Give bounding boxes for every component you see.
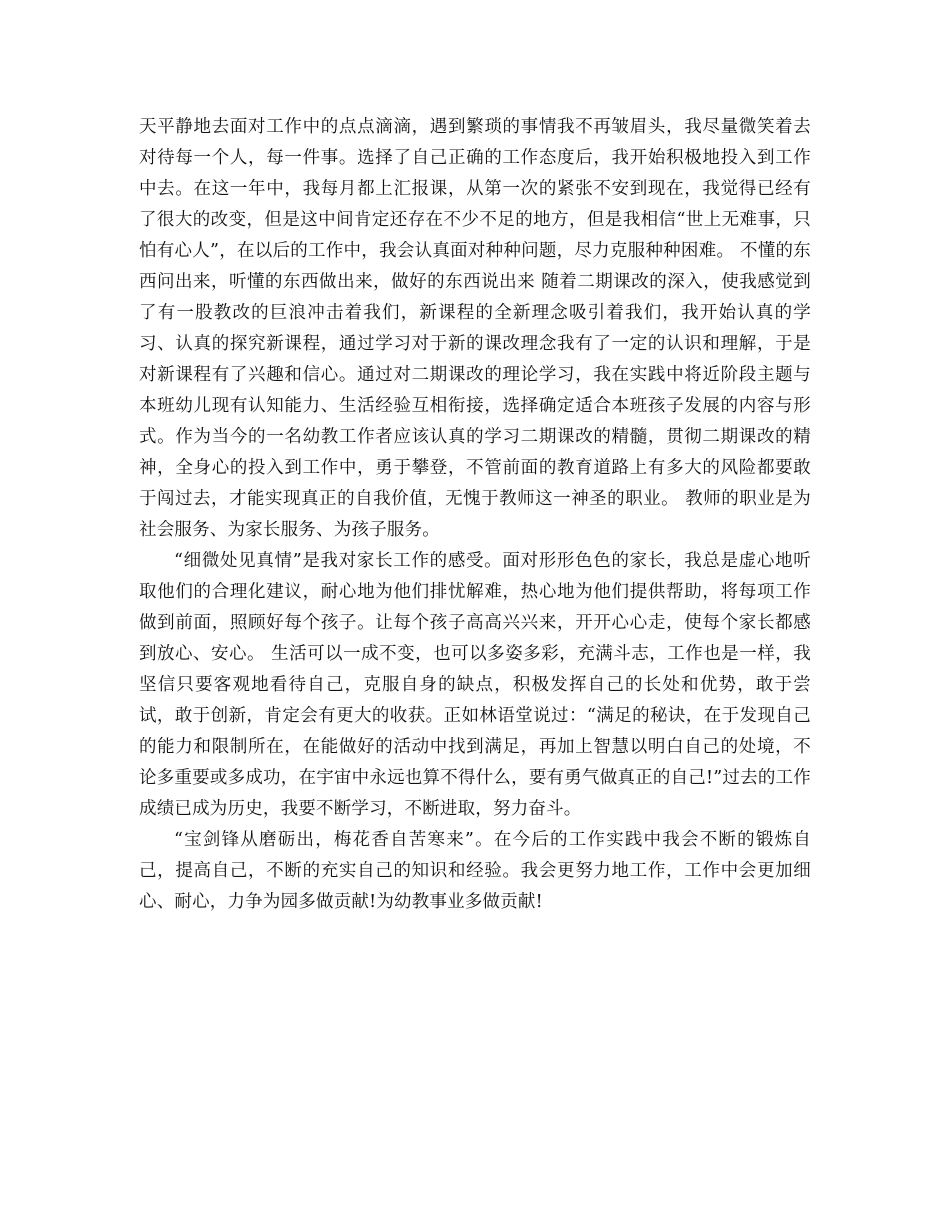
paragraph-continuation: 天平静地去面对工作中的点点滴滴，遇到繁琐的事情我不再皱眉头，我尽量微笑着去对待每一个人，每一件事。选择了自己正确的工作态度后，我开始积极地投入到工作中去。在这一年中，我每月都上汇报课，从第一次的紧张不安到现在，我觉得已经有了很大的改变，但是这中间肯定还存在不少不足的地方，但是我相信“世上无难事，只怕有心人”，在以后的工作中，我会认真面对种种问题，尽力克服种种困难。 不懂的东西问出来，听懂的东西做出来，做好的东西说出来 随着二期课改的深入，使我感觉到了有一股教改的巨浪冲击着我们，新课程的全新理念吸引着我们，我开始认真的学习、认真的探究新课程，通过学习对于新的课改理念我有了一定的认识和理解，于是对新课程有了兴趣和信心。通过对二期课改的理论学习，我在实践中将近阶段主题与本班幼儿现有认知能力、生活经验互相衔接，选择确定适合本班孩子发展的内容与形式。作为当今的一名幼教工作者应该认真的学习二期课改的精髓，贯彻二期课改的精神，全身心的投入到工作中，勇于攀登，不管前面的教育道路上有多大的风险都要敢于闯过去，才能实现真正的自我价值，无愧于教师这一神圣的职业。 教师的职业是为社会服务、为家长服务、为孩子服务。 (139, 117, 811, 540)
paragraph-parent-work: “细微处见真情”是我对家长工作的感受。面对形形色色的家长，我总是虚心地听取他们的合理化建议，耐心地为他们排忧解难，热心地为他们提供帮助，将每项工作做到前面，照顾好每个孩子。让每个孩子高高兴兴来，开开心心走，使每个家长都感到放心、安心。 生活可以一成不变，也可以多姿多彩，充满斗志，工作也是一样，我坚信只要客观地看待自己，克服自身的缺点，积极发挥自己的长处和优势，敢于尝试，敢于创新，肯定会有更大的收获。正如林语堂说过：“满足的秘诀，在于发现自己的能力和限制所在，在能做好的活动中找到满足，再加上智慧以明白自己的处境，不论多重要或多成功，在宇宙中永远也算不得什么，要有勇气做真正的自己!”过去的工作成绩已成为历史，我要不断学习，不断进取，努力奋斗。 (139, 551, 811, 819)
document-body (139, 112, 811, 918)
paragraph-closing: “宝剑锋从磨砺出，梅花香自苦寒来”。在今后的工作实践中我会不断的锻炼自己，提高自己，不断的充实自己的知识和经验。我会更努力地工作，工作中会更加细心、耐心，力争为园多做贡献!为幼教事业多做贡献! (139, 830, 811, 912)
